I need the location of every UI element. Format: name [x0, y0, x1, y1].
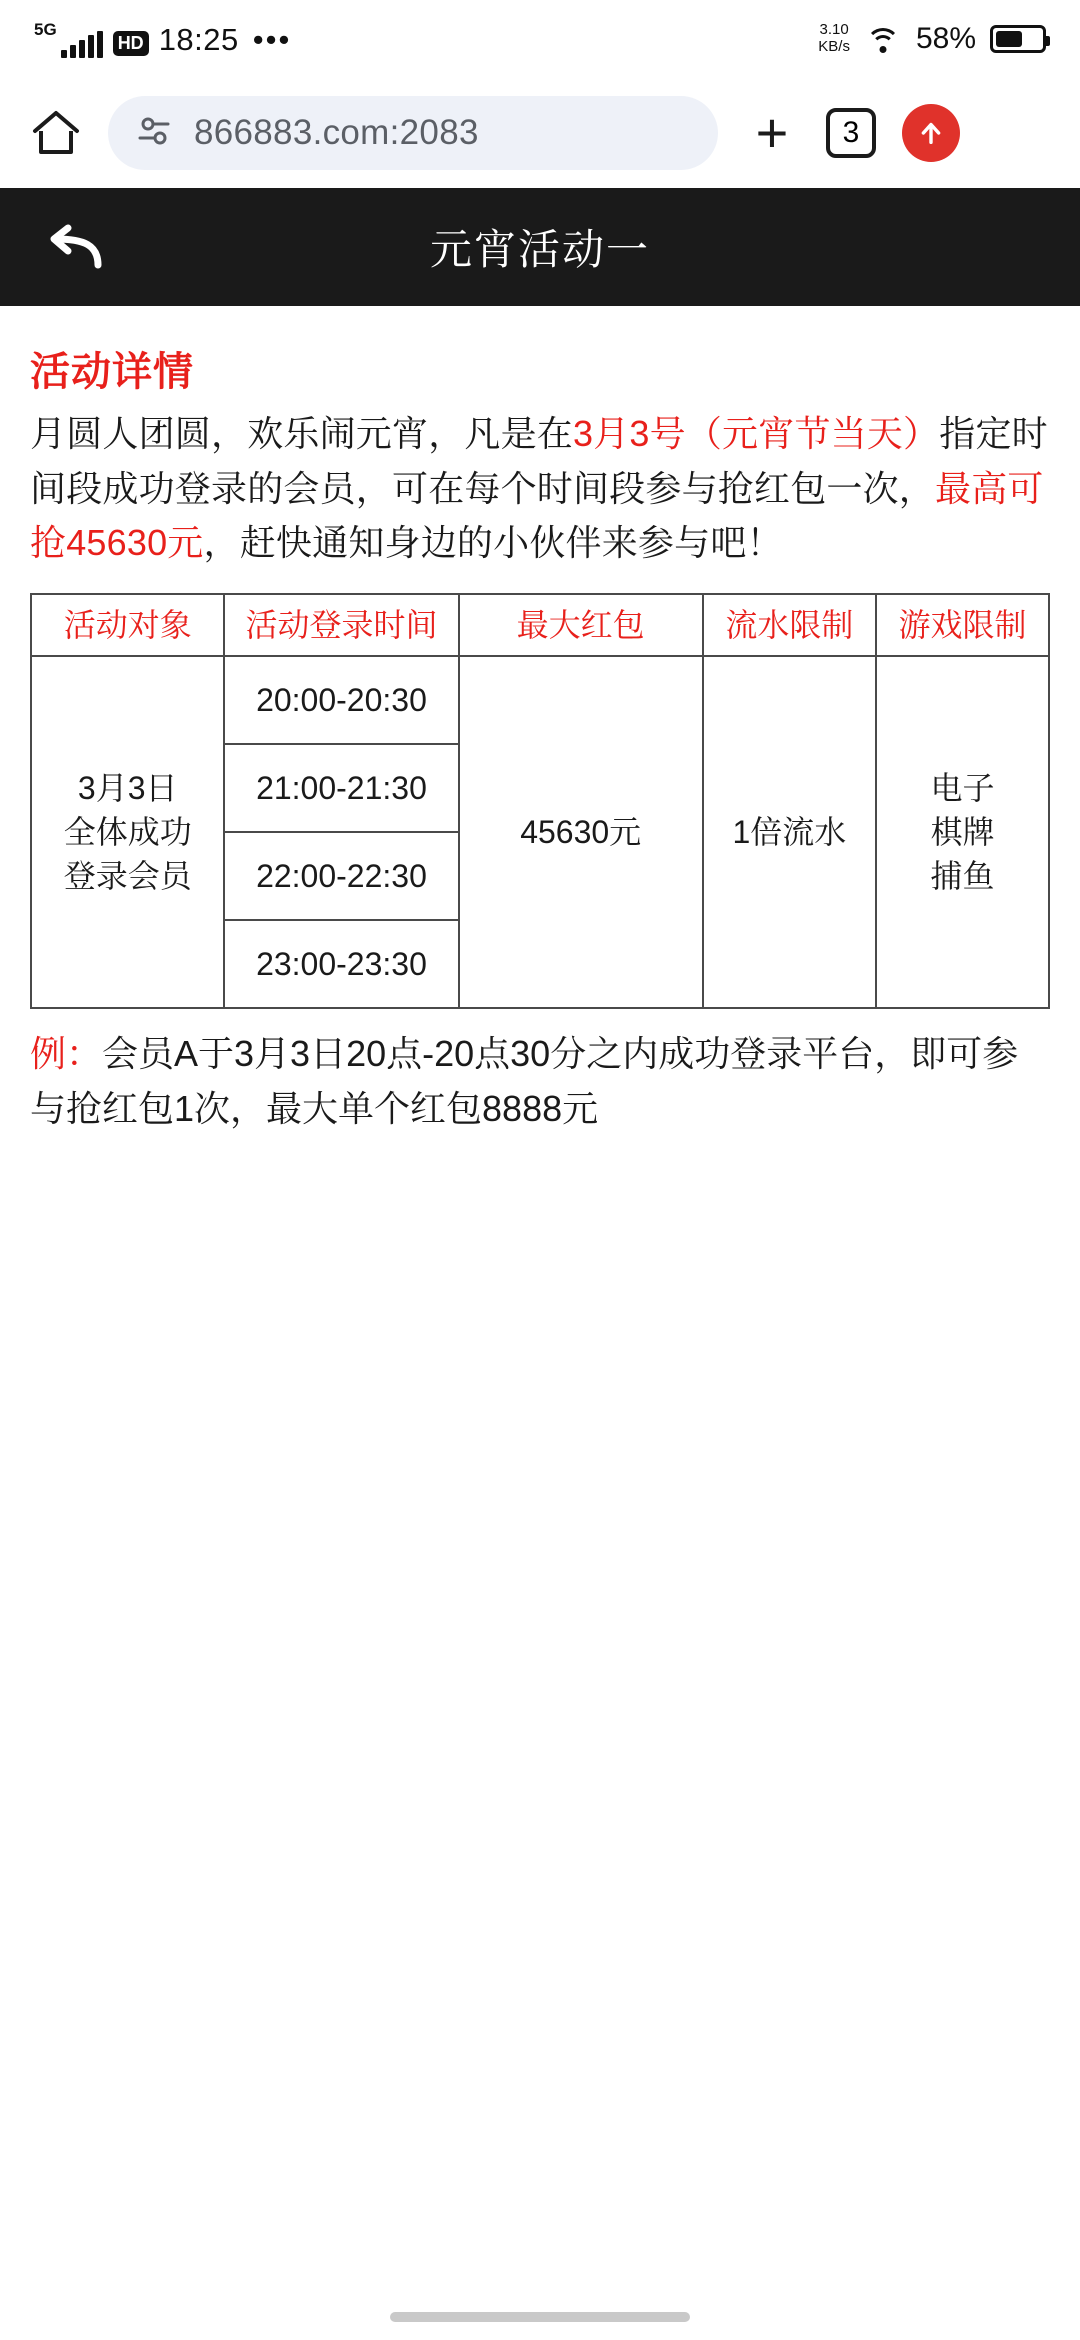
- cellular-signal-icon: [34, 21, 103, 58]
- cell-time-slot-3: 22:00-22:30: [224, 832, 458, 920]
- site-settings-icon[interactable]: [134, 111, 174, 156]
- wifi-icon: [864, 24, 902, 54]
- table-header-row: [31, 594, 1049, 656]
- cell-time-slot-4: 23:00-23:30: [224, 920, 458, 1008]
- data-rate-value: 3.10: [819, 21, 849, 39]
- intro-highlight-date: 3月3号（元宵节当天）: [573, 413, 940, 454]
- game-limit-line-2: 棋牌: [930, 814, 995, 851]
- page-header: [0, 188, 1080, 306]
- activity-table: [30, 593, 1050, 1009]
- page-title: 元宵活动一: [429, 226, 650, 273]
- example-text: 会员A于3月3日20点-20点30分之内成功登录平台，即可参与抢红包1次，最大单个红包8888元: [30, 1033, 1019, 1130]
- game-limit-line-1: 电子: [930, 770, 995, 807]
- cell-max-bonus: 45630元: [459, 656, 703, 1008]
- data-rate-indicator: [818, 22, 850, 56]
- network-type-label: 5G: [34, 19, 57, 39]
- cell-time-slot-1: 20:00-20:30: [224, 656, 458, 744]
- cell-target: [31, 656, 224, 1008]
- home-gesture-bar[interactable]: [0, 2312, 1080, 2322]
- cell-time-slot-2: 21:00-21:30: [224, 744, 458, 832]
- tab-switcher-button[interactable]: 3: [826, 108, 876, 158]
- data-rate-unit: KB/s: [818, 38, 850, 55]
- intro-part-2: 指定时间段成功登录的会员，可在每个时间段参与抢红包一次，: [30, 413, 1048, 509]
- url-bar[interactable]: [108, 96, 718, 170]
- section-title: 活动详情: [30, 350, 194, 394]
- game-limit-line-3: 捕鱼: [930, 858, 995, 895]
- status-bar-right: [818, 22, 1046, 56]
- status-bar: [0, 0, 1080, 78]
- activity-detail-content: [0, 306, 1080, 1137]
- example-label: 例：: [30, 1033, 103, 1075]
- activity-intro-paragraph: [30, 407, 1050, 571]
- table-header-max-bonus: 最大红包: [459, 594, 703, 656]
- cell-game-limit: [876, 656, 1049, 1008]
- signal-bars-icon: [61, 32, 103, 58]
- new-tab-button[interactable]: +: [755, 101, 789, 165]
- back-arrow-icon[interactable]: [42, 221, 106, 273]
- intro-highlight-amount: 最高可抢45630元: [30, 467, 1044, 564]
- upload-arrow-icon[interactable]: [902, 104, 960, 162]
- intro-part-1: 月圆人团圆，欢乐闹元宵，凡是在: [30, 413, 574, 454]
- table-header-target: 活动对象: [31, 594, 224, 656]
- table-header-game-limit: 游戏限制: [876, 594, 1049, 656]
- status-clock: 18:25: [158, 21, 239, 57]
- hd-badge: HD: [113, 31, 149, 56]
- target-line-3: 登录会员: [63, 858, 192, 895]
- target-line-2: 全体成功: [63, 814, 192, 851]
- target-line-1: 3月3日: [77, 770, 178, 807]
- home-icon[interactable]: [30, 107, 82, 159]
- intro-part-3: ，赶快通知身边的小伙伴来参与吧！: [203, 522, 783, 564]
- example-paragraph: [30, 1027, 1050, 1136]
- status-more-icon: •••: [252, 21, 292, 57]
- table-header-wager-limit: 流水限制: [703, 594, 876, 656]
- table-header-login-time: 活动登录时间: [224, 594, 458, 656]
- table-row: [31, 656, 1049, 744]
- status-bar-left: [34, 21, 291, 58]
- browser-toolbar: [0, 78, 1080, 188]
- url-text[interactable]: 866883.com:2083: [194, 113, 479, 152]
- battery-percent-label: 58%: [915, 22, 976, 55]
- cell-wager-limit: 1倍流水: [703, 656, 876, 1008]
- battery-icon: [990, 25, 1046, 53]
